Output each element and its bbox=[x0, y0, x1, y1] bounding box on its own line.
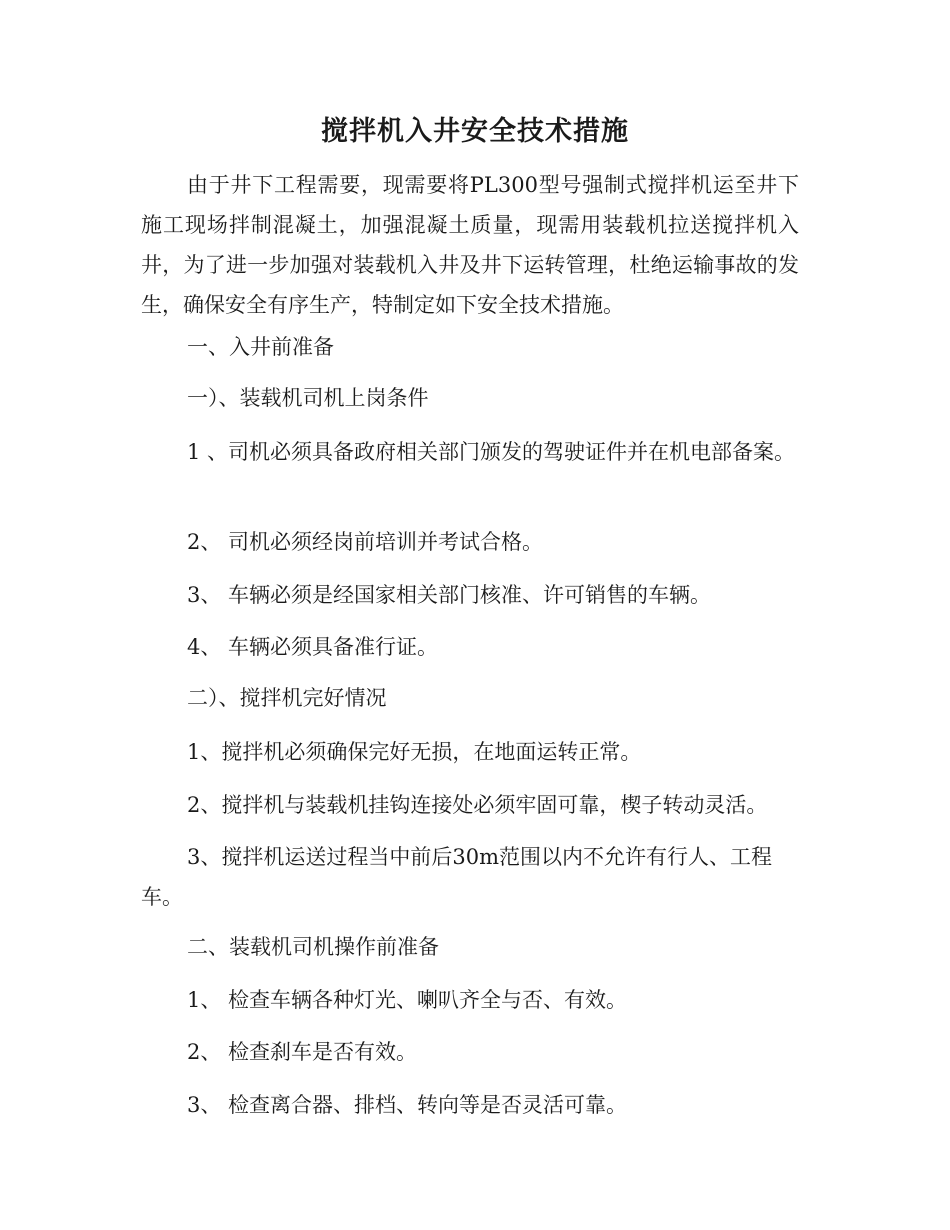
list-item: 2、搅拌机与装载机挂钩连接处必须牢固可靠，楔子转动灵活。 bbox=[187, 793, 768, 817]
document-title: 搅拌机入井安全技术措施 bbox=[321, 116, 629, 147]
subsection-heading-2: 二）、搅拌机完好情况 bbox=[187, 686, 387, 710]
list-item: 1、搅拌机必须确保完好无损，在地面运转正常。 bbox=[187, 740, 642, 764]
list-item: 4、 车辆必须具备准行证。 bbox=[187, 635, 439, 659]
list-item: 2、 司机必须经岗前培训并考试合格。 bbox=[187, 530, 544, 554]
list-item: 1 、司机必须具备政府相关部门颁发的驾驶证件并在机电部备案。 bbox=[187, 440, 796, 464]
intro-paragraph: 由于井下工程需要，现需要将PL300型号强制式搅拌机运至井下施工现场拌制混凝土，加强混凝土质量，现需用装载机拉送搅拌机入井，为了进一步加强对装载机入井及井下运转管理，杜绝运输事故的发生，确保安全有序生产，特制定如下安全技术措施。 bbox=[141, 173, 799, 317]
list-item: 3、 车辆必须是经国家相关部门核准、许可销售的车辆。 bbox=[187, 583, 712, 607]
list-item: 3、搅拌机运送过程当中前后30m范围以内不允许有行人、工程车。 bbox=[141, 845, 772, 909]
list-item: 1、 检查车辆各种灯光、喇叭齐全与否、有效。 bbox=[187, 988, 628, 1012]
list-item: 2、 检查刹车是否有效。 bbox=[187, 1040, 418, 1064]
section-heading-1: 一、入井前准备 bbox=[187, 335, 334, 359]
subsection-heading-1: 一）、装载机司机上岗条件 bbox=[187, 386, 429, 410]
list-item: 3、 检查离合器、排档、转向等是否灵活可靠。 bbox=[187, 1093, 628, 1117]
section-heading-2: 二、装载机司机操作前准备 bbox=[187, 935, 439, 959]
